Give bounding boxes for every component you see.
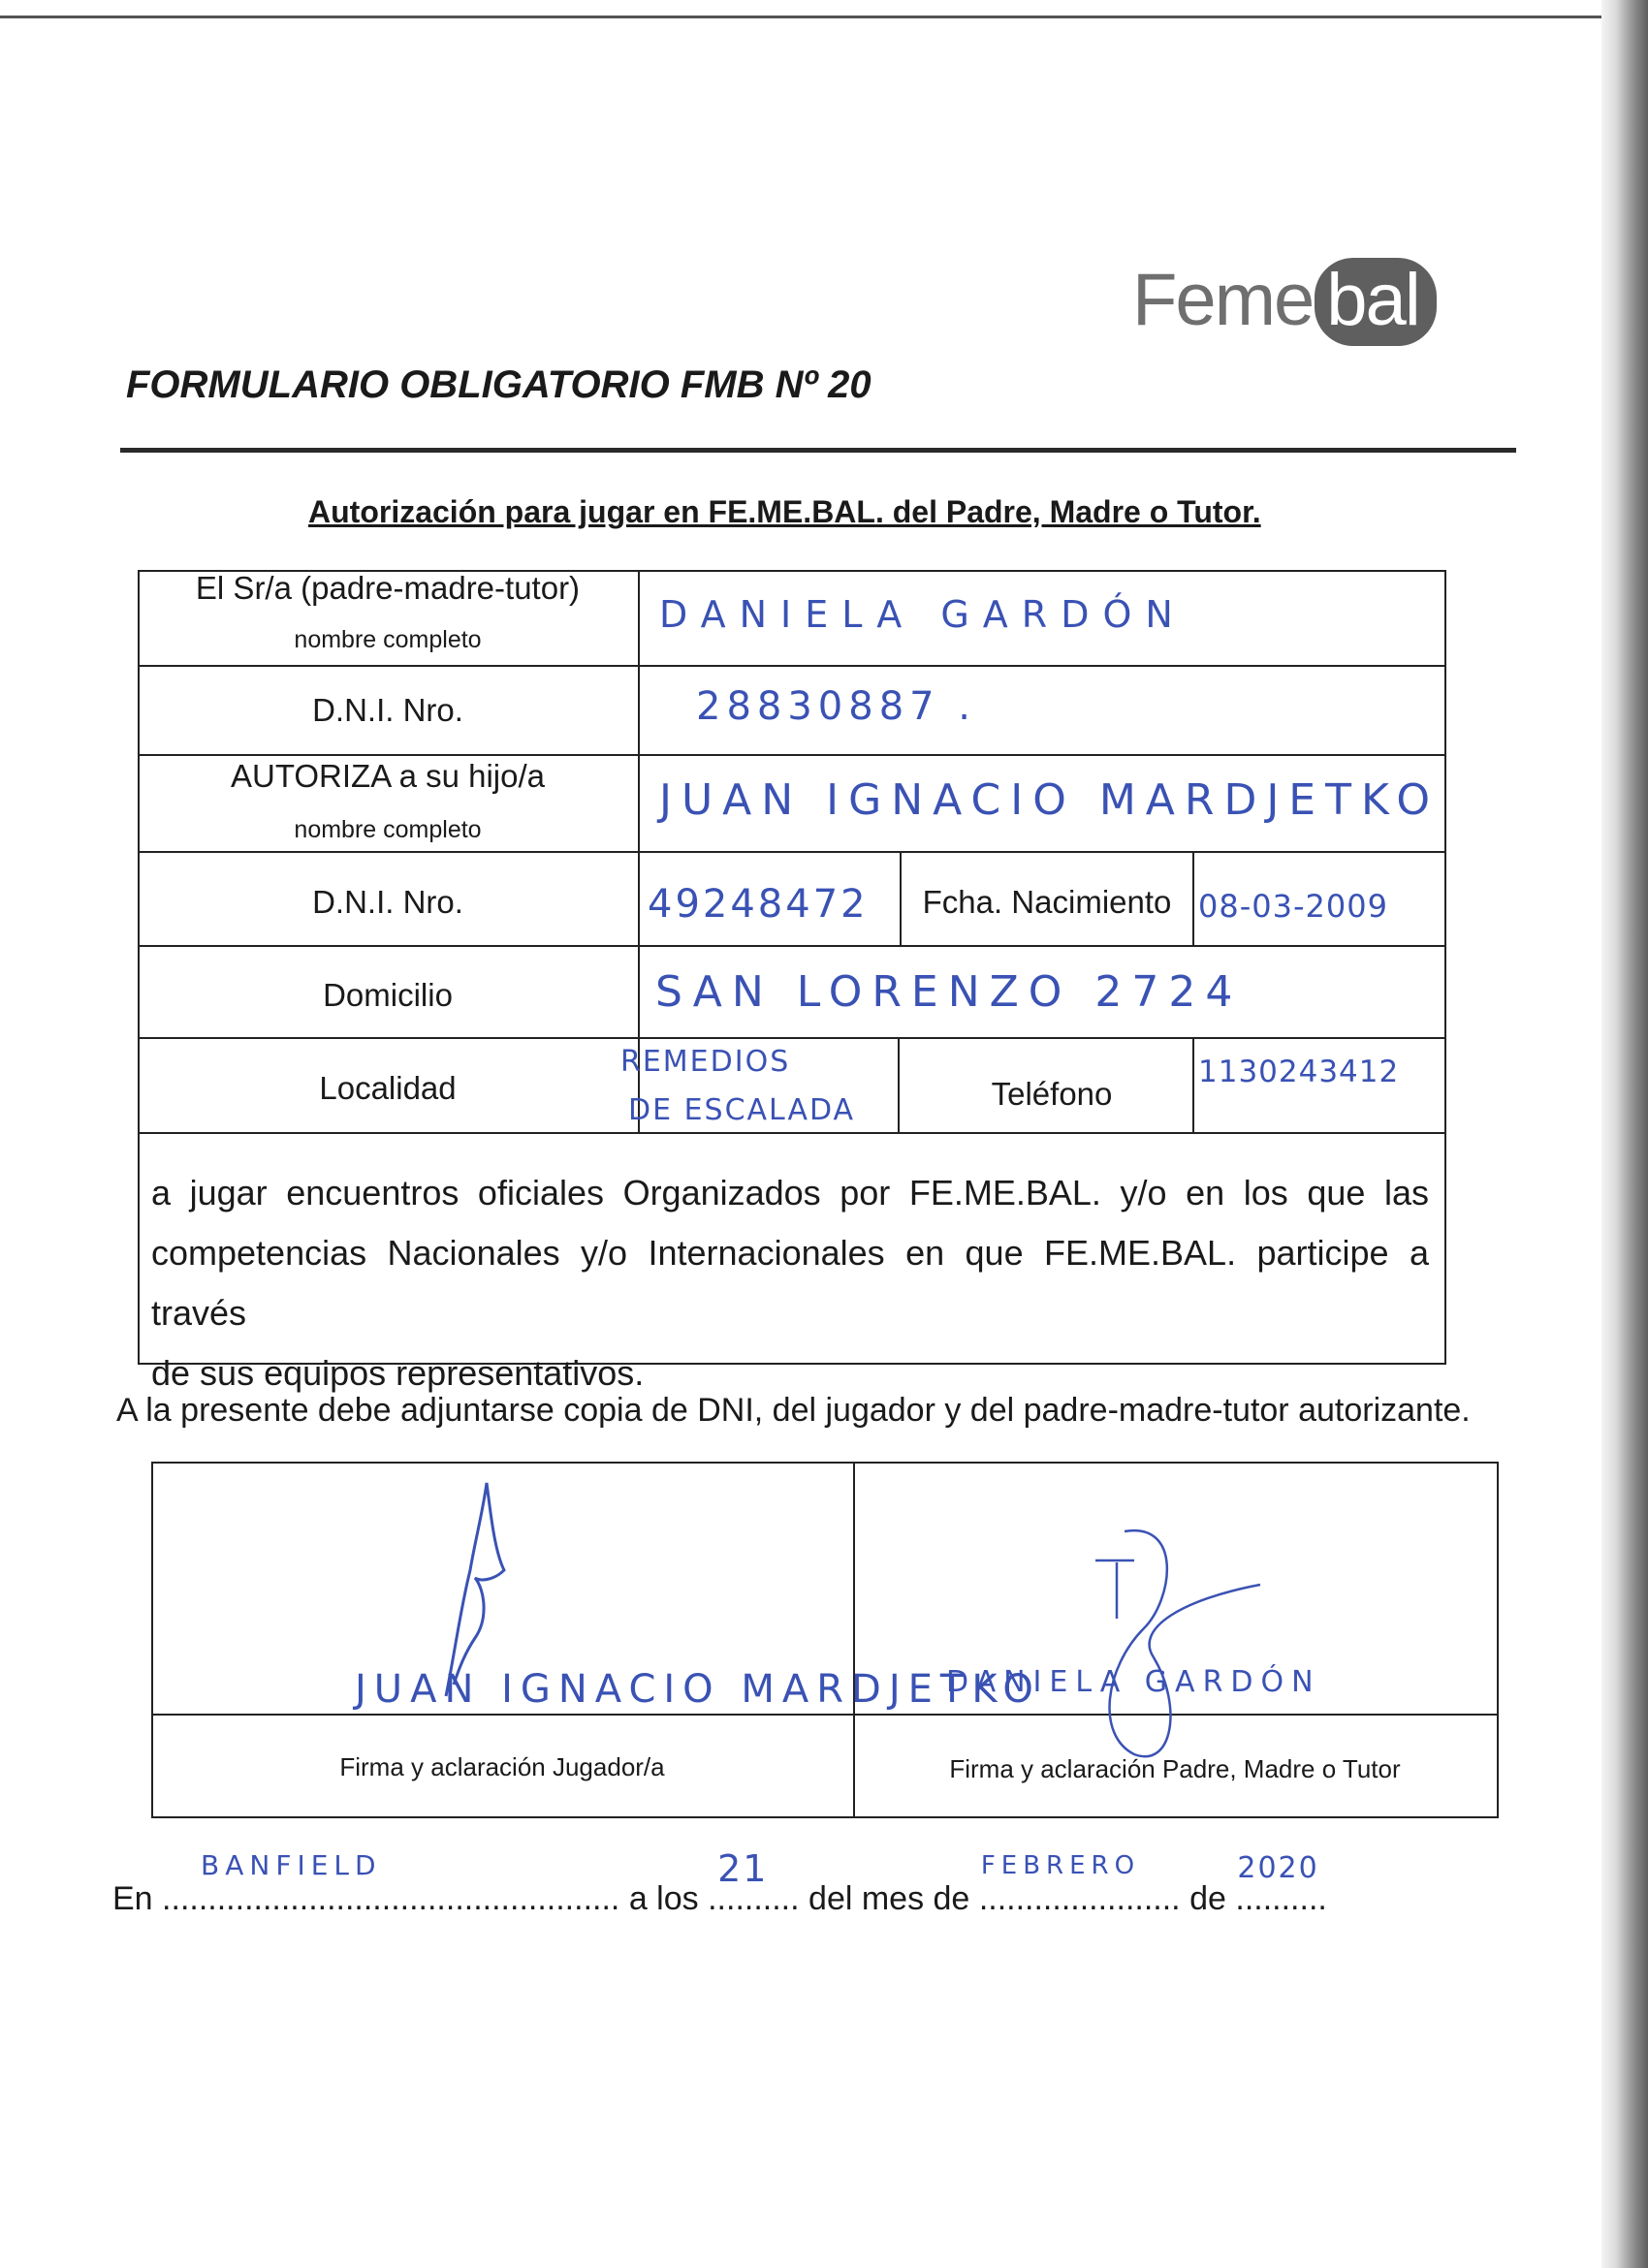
guardian-signature-caption: Firma y aclaración Padre, Madre o Tutor	[949, 1754, 1401, 1783]
phone-label: Teléfono	[991, 1076, 1113, 1112]
guardian-name-value[interactable]: DANIELA GARDÓN	[659, 593, 1187, 636]
en-label: En	[112, 1880, 153, 1917]
femebal-logo: Feme bal	[1132, 258, 1437, 346]
scan-edge-top	[0, 16, 1609, 18]
player-signature-caption: Firma y aclaración Jugador/a	[339, 1752, 665, 1781]
signature-row-divider	[151, 1714, 1497, 1716]
phone-value[interactable]: 1130243412	[1198, 1055, 1400, 1089]
guardian-clarification: DANIELA GARDÓN	[946, 1665, 1321, 1699]
child-name-value[interactable]: JUAN IGNACIO MARDJETKO	[659, 775, 1441, 825]
guardian-signature[interactable]	[1066, 1493, 1280, 1764]
del-mes-label: del mes de	[808, 1880, 970, 1917]
form-subtitle: Autorización para jugar en FE.ME.BAL. del Padre, Madre o Tutor.	[308, 494, 1261, 529]
year-dots: ..........	[1235, 1880, 1327, 1917]
city-dots: ..................................................	[162, 1880, 620, 1917]
authorization-text-line: a jugar encuentros oficiales Organizados por FE.ME.BAL. y/o en los que las	[151, 1173, 1429, 1213]
footer-place-date	[112, 1847, 1327, 1918]
day-dots: ..........	[708, 1880, 800, 1917]
guardian-dni-label: D.N.I. Nro.	[312, 692, 463, 728]
child-dni-label: D.N.I. Nro.	[312, 884, 463, 920]
month-value[interactable]: FEBRERO	[980, 1851, 1141, 1880]
table-row-divider	[138, 665, 1444, 667]
table-col-divider	[1192, 851, 1194, 947]
attachment-notice: A la presente debe adjuntarse copia de DNI, del jugador y del padre-madre-tutor autorizante.	[116, 1392, 1471, 1429]
locality-label: Localidad	[319, 1070, 457, 1106]
guardian-dni-value[interactable]: 28830887 .	[696, 684, 977, 729]
player-clarification: JUAN IGNACIO MARDJETKO	[355, 1667, 1041, 1712]
locality-value-line1[interactable]: REMEDIOS	[620, 1045, 791, 1079]
child-dni-value[interactable]: 49248472	[648, 882, 869, 927]
table-row-divider	[138, 1132, 1444, 1134]
child-label: AUTORIZA a su hijo/a	[230, 758, 546, 794]
address-label: Domicilio	[323, 977, 453, 1013]
table-col-divider	[898, 1037, 900, 1134]
authorization-text-line: competencias Nacionales y/o Internacionales en que FE.ME.BAL. participe a través	[151, 1233, 1429, 1333]
guardian-label: El Sr/a (padre-madre-tutor)	[195, 570, 581, 606]
authorization-text	[151, 1163, 1429, 1403]
scan-edge-right	[1601, 0, 1648, 2268]
child-sublabel: nombre completo	[294, 816, 482, 843]
address-value[interactable]: SAN LORENZO 2724	[655, 967, 1243, 1017]
year-value[interactable]: 2020	[1237, 1851, 1319, 1885]
locality-value-line2[interactable]: DE ESCALADA	[628, 1093, 856, 1127]
table-row-divider	[138, 851, 1444, 853]
a-los-label: a los	[628, 1880, 699, 1917]
table-row-divider	[138, 945, 1444, 947]
form-title: FORMULARIO OBLIGATORIO FMB Nº 20	[126, 363, 872, 406]
day-value[interactable]: 21	[717, 1847, 769, 1890]
month-dots: ......................	[978, 1880, 1181, 1917]
birth-date-label: Fcha. Nacimiento	[922, 884, 1172, 920]
authorization-text-line: de sus equipos representativos.	[151, 1353, 645, 1393]
table-row-divider	[138, 1037, 1444, 1039]
guardian-sublabel: nombre completo	[294, 626, 482, 653]
birth-date-value[interactable]: 08-03-2009	[1198, 888, 1388, 925]
title-divider	[120, 448, 1516, 453]
table-col-divider	[1192, 1037, 1194, 1134]
city-value[interactable]: BANFIELD	[201, 1849, 382, 1881]
table-row-divider	[138, 754, 1444, 756]
de-label: de	[1189, 1880, 1226, 1917]
table-col-divider	[900, 851, 902, 947]
